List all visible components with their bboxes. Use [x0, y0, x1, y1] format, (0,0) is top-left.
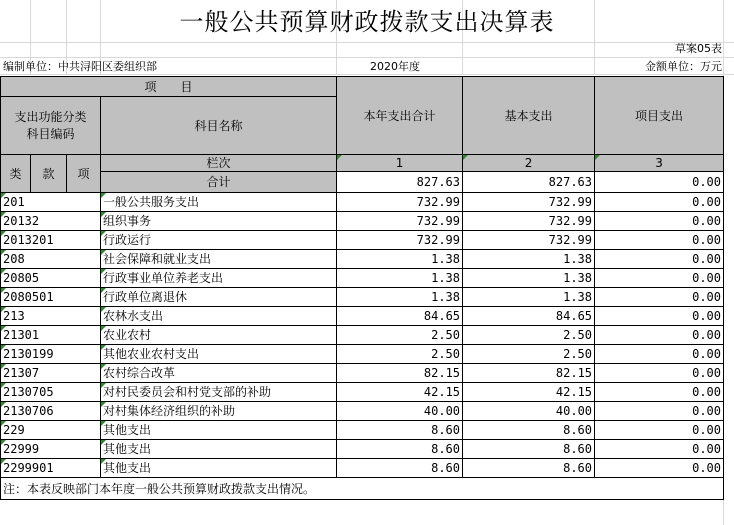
col-number-3: 3: [595, 155, 724, 172]
row-project[interactable]: 0.00: [595, 345, 724, 364]
row-name[interactable]: 其他支出: [101, 440, 337, 459]
row-basic[interactable]: 8.60: [463, 440, 595, 459]
table-row: [1, 459, 724, 478]
row-project[interactable]: 0.00: [595, 212, 724, 231]
year-label: 2020年度: [370, 60, 420, 73]
report-title: 一般公共预算财政拨款支出决算表: [179, 8, 555, 36]
row-name[interactable]: 一般公共服务支出: [101, 193, 337, 212]
row-total[interactable]: 2.50: [337, 345, 463, 364]
row-name[interactable]: 农村综合改革: [101, 364, 337, 383]
row-project[interactable]: 0.00: [595, 440, 724, 459]
row-total[interactable]: 732.99: [337, 212, 463, 231]
row-name[interactable]: 其他农业农村支出: [101, 345, 337, 364]
row-code[interactable]: 20132: [1, 212, 101, 231]
table-row: [1, 421, 724, 440]
table-row: [1, 212, 724, 231]
row-name[interactable]: 对村民委员会和村党支部的补助: [101, 383, 337, 402]
row-total[interactable]: 2.50: [337, 326, 463, 345]
table-row: [1, 364, 724, 383]
row-name[interactable]: 农林水支出: [101, 307, 337, 326]
row-name[interactable]: 对村集体经济组织的补助: [101, 402, 337, 421]
total-label: 合计: [101, 171, 337, 192]
row-total[interactable]: 1.38: [337, 288, 463, 307]
total-basic[interactable]: 827.63: [463, 171, 595, 192]
row-code[interactable]: 2080501: [1, 288, 101, 307]
xiang-header: 项: [67, 155, 101, 193]
kuan-header: 款: [31, 155, 67, 193]
row-code[interactable]: 2299901: [1, 459, 101, 478]
expenditure-table: [0, 76, 724, 500]
row-total[interactable]: 1.38: [337, 250, 463, 269]
row-total[interactable]: 82.15: [337, 364, 463, 383]
table-row: [1, 326, 724, 345]
row-basic[interactable]: 732.99: [463, 231, 595, 250]
row-code[interactable]: 2130706: [1, 402, 101, 421]
row-code[interactable]: 201: [1, 193, 101, 212]
row-total[interactable]: 732.99: [337, 193, 463, 212]
row-project[interactable]: 0.00: [595, 326, 724, 345]
table-row: [1, 231, 724, 250]
row-project[interactable]: 0.00: [595, 421, 724, 440]
row-total[interactable]: 8.60: [337, 440, 463, 459]
row-basic[interactable]: 42.15: [463, 383, 595, 402]
row-basic[interactable]: 82.15: [463, 364, 595, 383]
row-total[interactable]: 732.99: [337, 231, 463, 250]
row-name[interactable]: 其他支出: [101, 459, 337, 478]
row-code[interactable]: 2130705: [1, 383, 101, 402]
row-name[interactable]: 农业农村: [101, 326, 337, 345]
row-code[interactable]: 21307: [1, 364, 101, 383]
row-basic[interactable]: 1.38: [463, 250, 595, 269]
row-project[interactable]: 0.00: [595, 364, 724, 383]
row-code[interactable]: 22999: [1, 440, 101, 459]
row-code[interactable]: 208: [1, 250, 101, 269]
row-project[interactable]: 0.00: [595, 459, 724, 478]
row-code[interactable]: 213: [1, 307, 101, 326]
row-basic[interactable]: 1.38: [463, 288, 595, 307]
col-number-2: 2: [463, 155, 595, 172]
row-project[interactable]: 0.00: [595, 231, 724, 250]
table-row: [1, 402, 724, 421]
row-basic[interactable]: 2.50: [463, 326, 595, 345]
table-row: [1, 345, 724, 364]
row-code[interactable]: 229: [1, 421, 101, 440]
row-total[interactable]: 40.00: [337, 402, 463, 421]
row-name[interactable]: 行政运行: [101, 231, 337, 250]
table-row: [1, 440, 724, 459]
row-code[interactable]: 2130199: [1, 345, 101, 364]
col-basic-header: 基本支出: [463, 77, 595, 155]
row-total[interactable]: 8.60: [337, 459, 463, 478]
note-row: 注：本表反映部门本年度一般公共预算财政拨款支出情况。: [1, 478, 724, 500]
row-project[interactable]: 0.00: [595, 307, 724, 326]
table-row: [1, 383, 724, 402]
row-name[interactable]: 行政单位离退休: [101, 288, 337, 307]
name-col-header: 科目名称: [101, 97, 337, 155]
row-basic[interactable]: 84.65: [463, 307, 595, 326]
row-basic[interactable]: 40.00: [463, 402, 595, 421]
org-label: 编制单位：中共浔阳区委组织部: [3, 60, 157, 73]
table-row: [1, 193, 724, 212]
code-col-header: 支出功能分类 科目编码: [1, 97, 101, 155]
row-basic[interactable]: 1.38: [463, 269, 595, 288]
table-row: [1, 250, 724, 269]
row-basic[interactable]: 8.60: [463, 459, 595, 478]
row-name[interactable]: 其他支出: [101, 421, 337, 440]
row-code[interactable]: 2013201: [1, 231, 101, 250]
table-row: [1, 307, 724, 326]
col-number-1: 1: [337, 155, 463, 172]
total-project[interactable]: 0.00: [595, 171, 724, 192]
unit-label: 金额单位：万元: [645, 60, 722, 73]
lanci-header: 栏次: [101, 155, 337, 172]
row-basic[interactable]: 732.99: [463, 193, 595, 212]
form-number: 草案05表: [675, 42, 722, 55]
row-basic[interactable]: 2.50: [463, 345, 595, 364]
row-project[interactable]: 0.00: [595, 193, 724, 212]
row-code[interactable]: 21301: [1, 326, 101, 345]
row-project[interactable]: 0.00: [595, 402, 724, 421]
row-project[interactable]: 0.00: [595, 288, 724, 307]
row-total[interactable]: 84.65: [337, 307, 463, 326]
row-basic[interactable]: 8.60: [463, 421, 595, 440]
table-row: [1, 288, 724, 307]
item-group-header: 项 目: [1, 77, 337, 97]
lei-header: 类: [1, 155, 31, 193]
row-project[interactable]: 0.00: [595, 269, 724, 288]
table-row: [1, 269, 724, 288]
row-name[interactable]: 社会保障和就业支出: [101, 250, 337, 269]
row-project[interactable]: 0.00: [595, 250, 724, 269]
row-code[interactable]: 20805: [1, 269, 101, 288]
row-total[interactable]: 42.15: [337, 383, 463, 402]
row-name[interactable]: 组织事务: [101, 212, 337, 231]
row-name[interactable]: 行政事业单位养老支出: [101, 269, 337, 288]
col-project-header: 项目支出: [595, 77, 724, 155]
row-basic[interactable]: 732.99: [463, 212, 595, 231]
row-total[interactable]: 1.38: [337, 269, 463, 288]
row-total[interactable]: 8.60: [337, 421, 463, 440]
row-project[interactable]: 0.00: [595, 383, 724, 402]
col-total-header: 本年支出合计: [337, 77, 463, 155]
total-sum[interactable]: 827.63: [337, 171, 463, 192]
